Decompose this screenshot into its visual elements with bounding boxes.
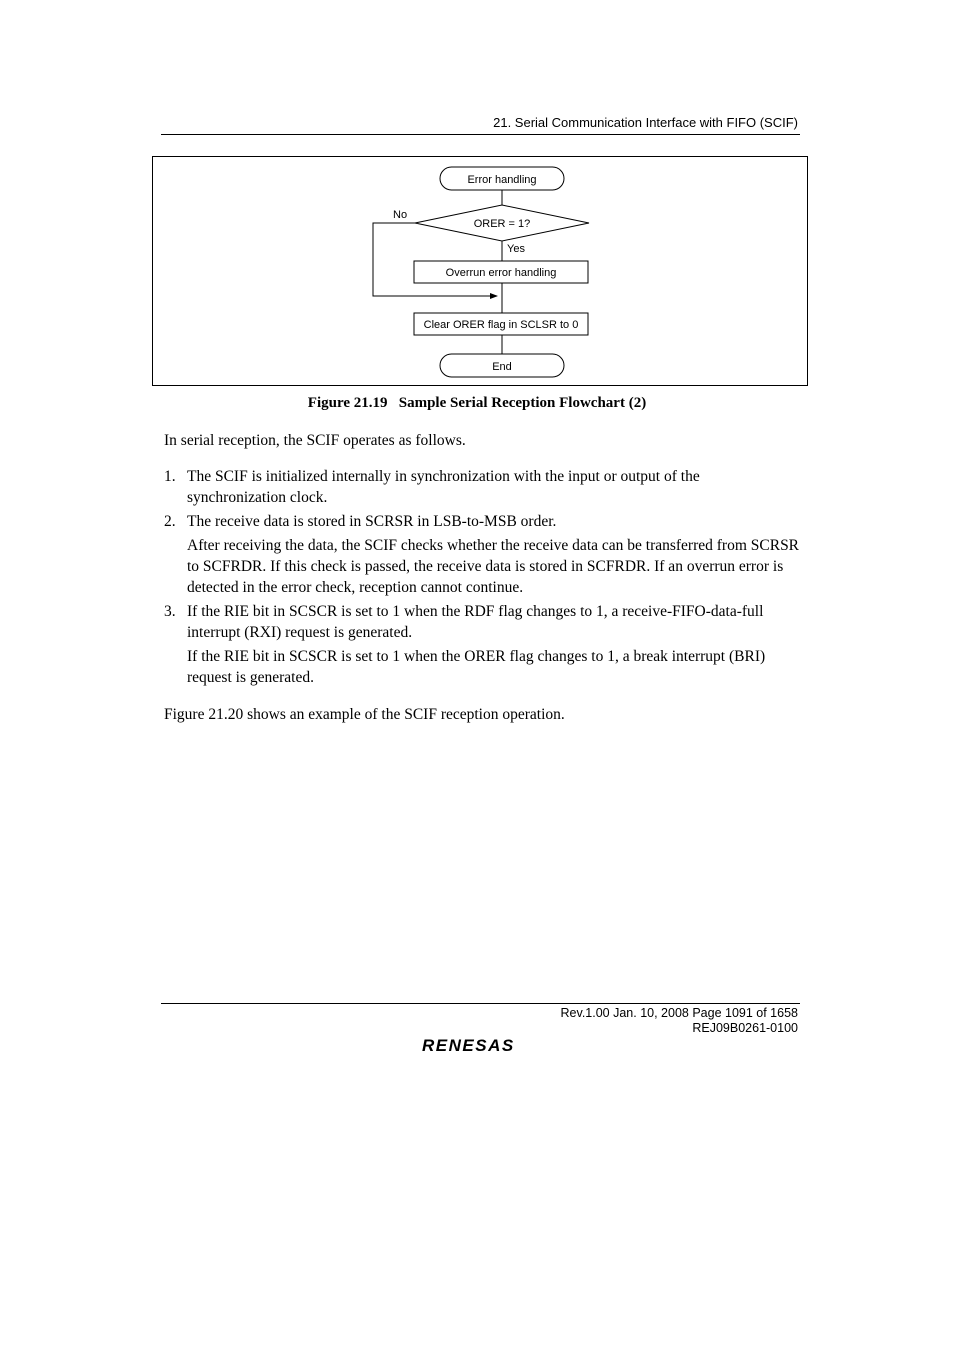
- flowchart: [153, 157, 809, 387]
- header-rule: [161, 134, 800, 135]
- process-clear-label: Clear ORER flag in SCLSR to 0: [423, 319, 579, 331]
- list-item-text: If the RIE bit in SCSCR is set to 1 when the RDF flag changes to 1, a receive-FIFO-data-full interrupt (RXI) request is generated.: [187, 603, 764, 641]
- yes-label: Yes: [507, 243, 525, 255]
- figure-caption: Figure 21.19 Sample Serial Reception Flowchart (2): [307, 395, 647, 411]
- renesas-logo: [420, 1033, 544, 1057]
- list-item-text: After receiving the data, the SCIF checks whether the receive data can be transferred from SCRSR to SCFRDR. If this check is passed, the receive data is stored in SCFRDR. If an overrun error is detected in the error check, reception cannot continue.: [187, 537, 800, 596]
- footer-rule: [161, 1003, 800, 1004]
- no-label: No: [393, 209, 408, 221]
- process-overrun-label: Overrun error handling: [445, 267, 557, 279]
- decision-label: ORER = 1?: [473, 218, 531, 230]
- footer-doc-number: REJ09B0261-0100: [692, 1021, 798, 1035]
- list-item-number: 1.: [164, 468, 176, 485]
- footer-revision: Rev.1.00 Jan. 10, 2008 Page 1091 of 1658: [560, 1006, 798, 1020]
- list-item-text: The receive data is stored in SCRSR in LSB-to-MSB order.: [187, 513, 557, 530]
- end-label: End: [492, 361, 512, 373]
- intro-paragraph: In serial reception, the SCIF operates as follows.: [164, 432, 466, 449]
- start-label: Error handling: [467, 174, 537, 186]
- renesas-logo-text: RENESAS: [422, 1036, 515, 1055]
- list-item-number: 3.: [164, 603, 176, 620]
- list-item-number: 2.: [164, 513, 176, 530]
- list-item-text: If the RIE bit in SCSCR is set to 1 when the ORER flag changes to 1, a break interrupt (BRI) request is generated.: [187, 648, 766, 686]
- list-item-text: The SCIF is initialized internally in synchronization with the input or output of the synchronization clock.: [187, 468, 700, 506]
- section-header: 21. Serial Communication Interface with FIFO (SCIF): [493, 115, 798, 130]
- closing-paragraph: Figure 21.20 shows an example of the SCIF reception operation.: [164, 706, 565, 723]
- flowchart-frame: [152, 156, 808, 386]
